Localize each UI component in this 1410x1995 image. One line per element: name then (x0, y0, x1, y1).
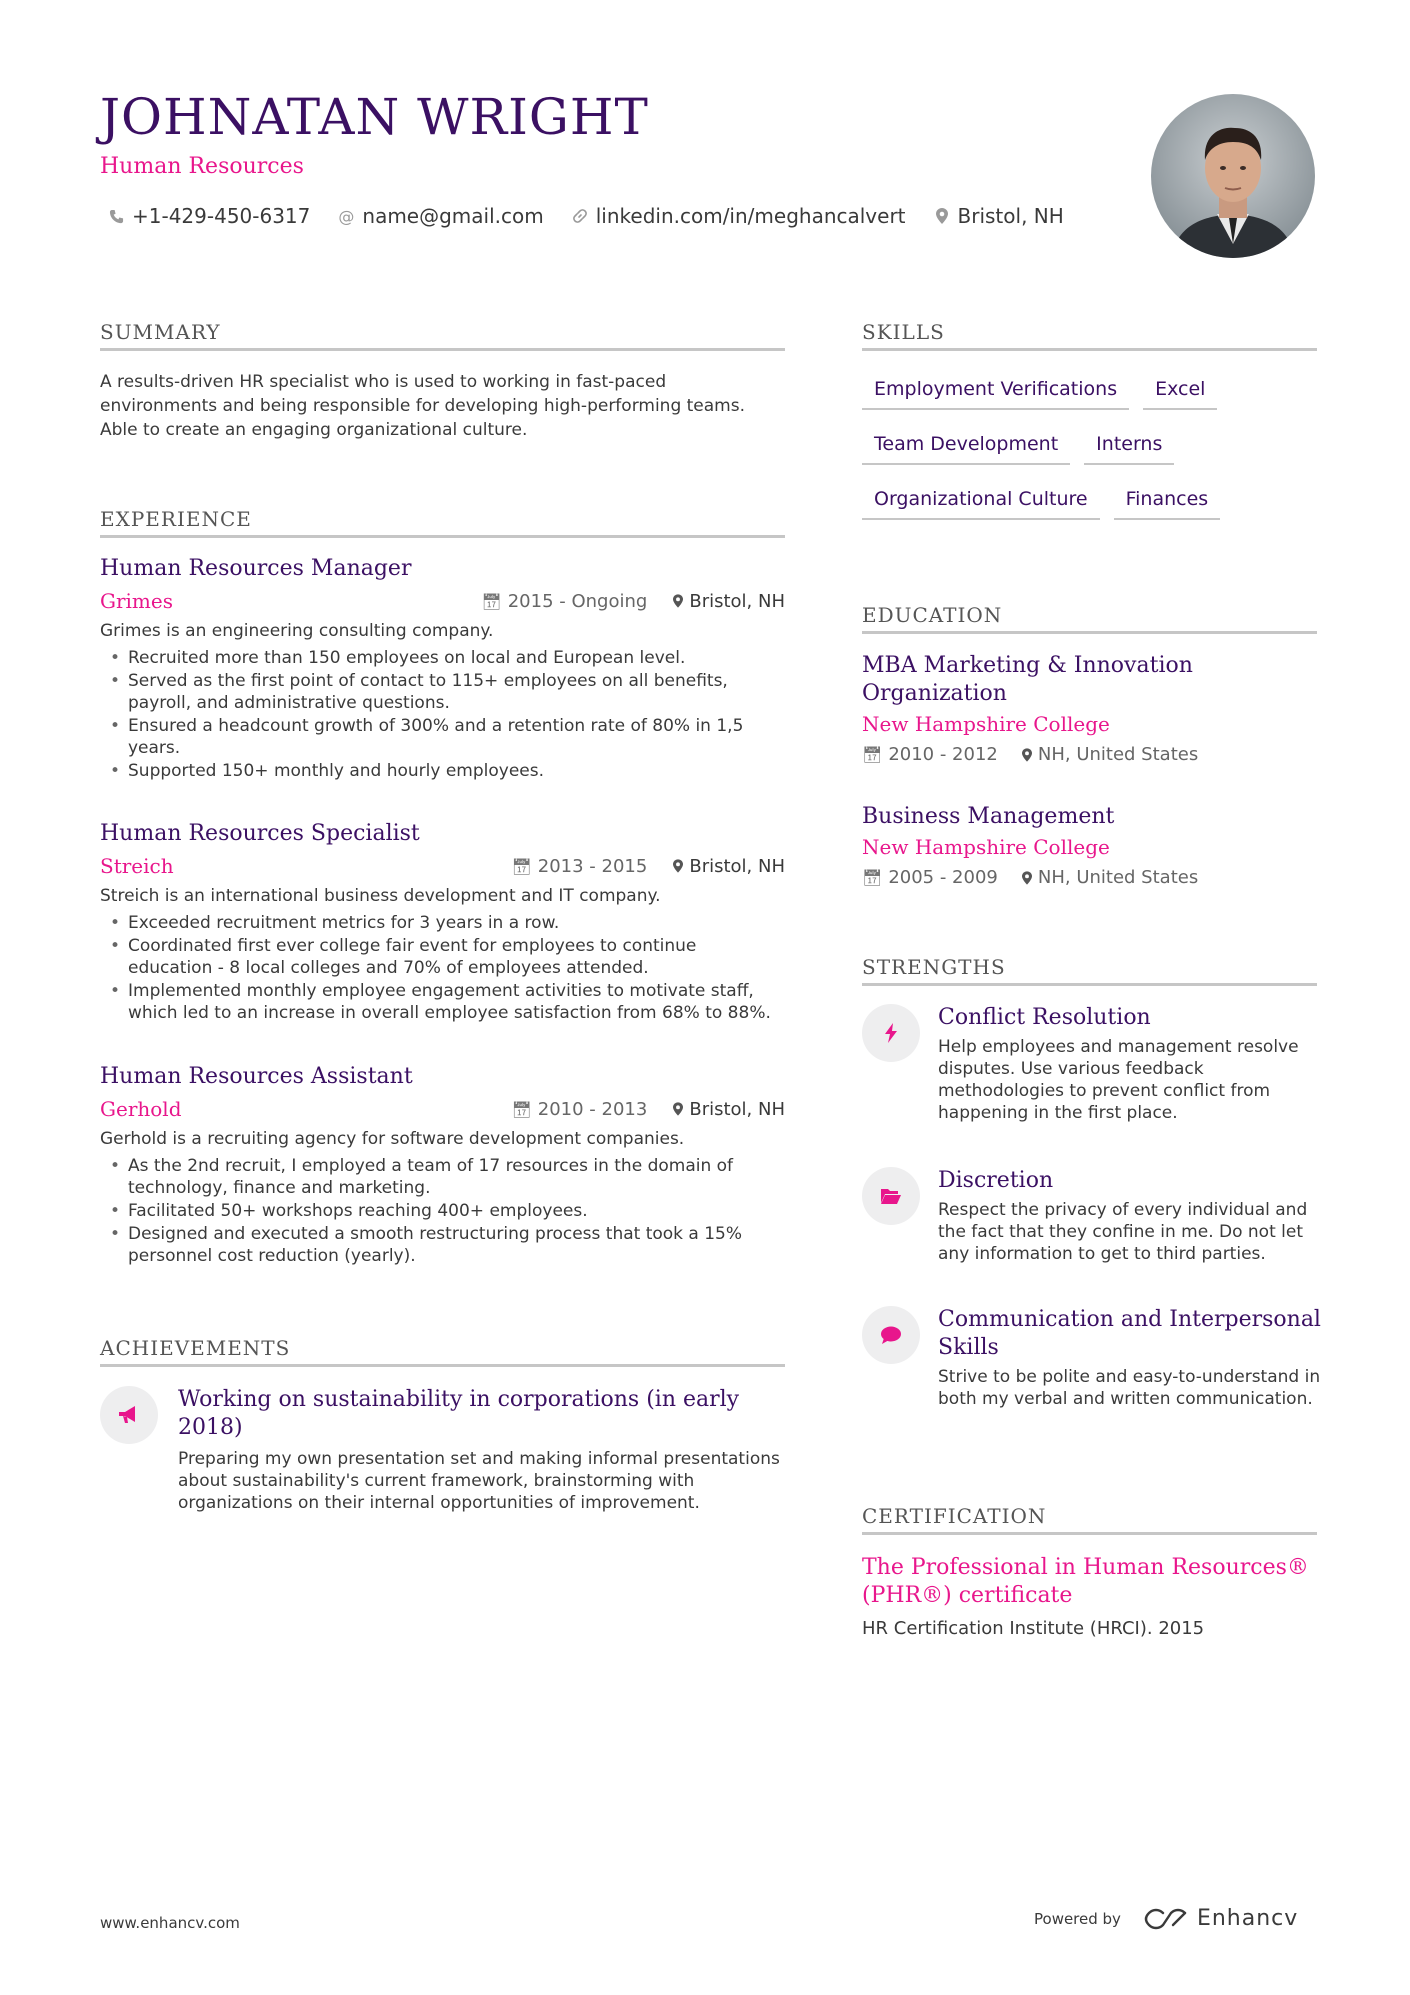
lightning-icon (862, 1004, 920, 1062)
skill-tag: Finances (1114, 482, 1221, 520)
email-text: name@gmail.com (362, 204, 544, 228)
bullet-item: • Recruited more than 150 employees on local and European level. (100, 647, 785, 669)
candidate-role: Human Resources (100, 154, 304, 179)
contact-phone[interactable] (108, 204, 310, 228)
strength-description: Respect the privacy of every individual and the fact that they confine in me. Do not let any information to get to third parties. (938, 1200, 1308, 1264)
map-pin-icon (1022, 748, 1032, 762)
company-name: Gerhold (100, 1097, 182, 1121)
education-item (862, 803, 1322, 888)
strength-description: Help employees and management resolve disputes. Use various feedback methodologies to prevent conflict from happening in the first place. (938, 1037, 1299, 1123)
link-icon (572, 208, 588, 224)
bullet-item: • Ensured a headcount growth of 300% and a retention rate of 80% in 1,5 years. (100, 715, 785, 759)
job-bullets (100, 1155, 785, 1267)
bullet-item: • Supported 150+ monthly and hourly employees. (100, 760, 785, 782)
bullet-item: • Designed and executed a smooth restructuring process that took a 15% personnel cost reduction (yearly). (100, 1223, 785, 1267)
strength-item (862, 1004, 1322, 1124)
job-bullets (100, 647, 785, 782)
bullet-item: • As the 2nd recruit, I employed a team of 17 resources in the domain of technology, finance and marketing. (100, 1155, 785, 1199)
education-item (862, 652, 1322, 765)
job-location: Bristol, NH (673, 591, 785, 612)
map-pin-icon (673, 594, 683, 608)
degree-title: MBA Marketing & Innovation Organization (862, 653, 1193, 706)
experience-item (100, 1064, 785, 1268)
education-location: NH, United States (1022, 867, 1198, 888)
job-dates: 📅︎ 2013 - 2015 (511, 855, 648, 877)
job-title: Human Resources Assistant (100, 1064, 413, 1089)
megaphone-icon (100, 1386, 158, 1444)
phone-text: +1-429-450-6317 (132, 204, 311, 228)
map-pin-icon (1022, 871, 1032, 885)
certification-name: The Professional in Human Resources® (PHR®) certificate (862, 1555, 1309, 1608)
degree-title: Business Management (862, 804, 1115, 829)
experience-item (100, 556, 785, 783)
enhancv-logo-icon (1143, 1907, 1189, 1931)
powered-by-label: Powered by (1034, 1909, 1121, 1928)
bullet-item: • Coordinated first ever college fair event for employees to continue education - 8 local colleges and 70% of employees attended. (100, 935, 785, 979)
contact-bar (108, 204, 1064, 228)
skills-heading: SKILLS (862, 320, 1317, 351)
certification-item (862, 1554, 1322, 1639)
company-name: Grimes (100, 589, 173, 613)
bullet-item: • Implemented monthly employee engagement activities to motivate staff, which led to an increase in overall employee satisfaction from 68% to 88%. (100, 980, 785, 1024)
education-heading: EDUCATION (862, 603, 1317, 634)
contact-linkedin[interactable] (572, 204, 906, 228)
achievement-title: Working on sustainability in corporations (in early 2018) (178, 1387, 740, 1440)
achievements-heading: ACHIEVEMENTS (100, 1336, 785, 1367)
job-location: Bristol, NH (673, 856, 785, 877)
achievement-description: Preparing my own presentation set and making informal presentations about sustainability's current framework, brainstorming with organizations on their internal opportunities of improvement. (178, 1449, 780, 1513)
skills-list (862, 372, 1322, 537)
job-location: Bristol, NH (673, 1099, 785, 1120)
calendar-icon: 📅︎ (481, 591, 502, 611)
strengths-heading: STRENGTHS (862, 955, 1317, 986)
calendar-icon: 📅︎ (862, 745, 883, 764)
calendar-icon: 📅︎ (511, 1099, 532, 1119)
avatar (1151, 94, 1315, 258)
strength-item (862, 1306, 1322, 1410)
candidate-name: JOHNATAN WRIGHT (100, 88, 649, 146)
achievement-item (100, 1386, 785, 1514)
school-name: New Hampshire College (862, 712, 1110, 736)
skill-tag: Team Development (862, 427, 1070, 465)
location-text: Bristol, NH (957, 204, 1064, 228)
summary-text: A results-driven HR specialist who is used to working in fast-paced environments and being responsible for developing high-performing teams. Able to create an engaging organizational culture. (100, 372, 745, 440)
company-description: Streich is an international business development and IT company. (100, 886, 661, 906)
folder-icon (862, 1167, 920, 1225)
certification-issuer: HR Certification Institute (HRCI). 2015 (862, 1618, 1205, 1639)
strength-title: Discretion (938, 1168, 1054, 1193)
job-dates: 📅︎ 2010 - 2013 (511, 1098, 648, 1120)
enhancv-logo[interactable] (1143, 1906, 1298, 1931)
skill-tag: Organizational Culture (862, 482, 1100, 520)
linkedin-text: linkedin.com/in/meghancalvert (595, 204, 906, 228)
strength-description: Strive to be polite and easy-to-understand in both my verbal and written communication. (938, 1367, 1321, 1409)
skill-tag: Employment Verifications (862, 372, 1129, 410)
bullet-item: • Facilitated 50+ workshops reaching 400+ employees. (100, 1200, 785, 1222)
map-pin-icon (934, 208, 950, 224)
calendar-icon: 📅︎ (862, 868, 883, 887)
contact-location (934, 204, 1064, 228)
education-location: NH, United States (1022, 744, 1198, 765)
job-title: Human Resources Manager (100, 556, 412, 581)
phone-icon (108, 209, 124, 224)
map-pin-icon (673, 1102, 683, 1116)
certification-heading: CERTIFICATION (862, 1504, 1317, 1535)
bullet-item: • Exceeded recruitment metrics for 3 years in a row. (100, 912, 785, 934)
footer-website[interactable]: www.enhancv.com (100, 1914, 240, 1932)
school-name: New Hampshire College (862, 835, 1110, 859)
skill-tag: Excel (1143, 372, 1217, 410)
job-bullets (100, 912, 785, 1024)
experience-heading: EXPERIENCE (100, 507, 785, 538)
company-name: Streich (100, 854, 174, 878)
education-dates: 📅︎ 2005 - 2009 (862, 867, 998, 888)
strength-title: Conflict Resolution (938, 1005, 1151, 1030)
skill-tag: Interns (1084, 427, 1174, 465)
company-description: Grimes is an engineering consulting company. (100, 621, 494, 641)
brand-name: Enhancv (1196, 1906, 1299, 1931)
map-pin-icon (673, 859, 683, 873)
strength-item (862, 1167, 1322, 1265)
at-icon: @ (338, 206, 355, 226)
experience-item (100, 821, 785, 1025)
summary-heading: SUMMARY (100, 320, 785, 351)
bullet-item: • Served as the first point of contact to 115+ employees on all benefits, payroll, and administrative questions. (100, 670, 785, 714)
strength-title: Communication and Interpersonal Skills (938, 1307, 1321, 1360)
speech-bubble-icon (862, 1306, 920, 1364)
job-title: Human Resources Specialist (100, 821, 420, 846)
calendar-icon: 📅︎ (511, 856, 532, 876)
company-description: Gerhold is a recruiting agency for software development companies. (100, 1129, 685, 1149)
job-dates: 📅︎ 2015 - Ongoing (481, 590, 648, 612)
contact-email[interactable] (338, 204, 543, 228)
footer-branding (1034, 1906, 1298, 1931)
education-dates: 📅︎ 2010 - 2012 (862, 744, 998, 765)
